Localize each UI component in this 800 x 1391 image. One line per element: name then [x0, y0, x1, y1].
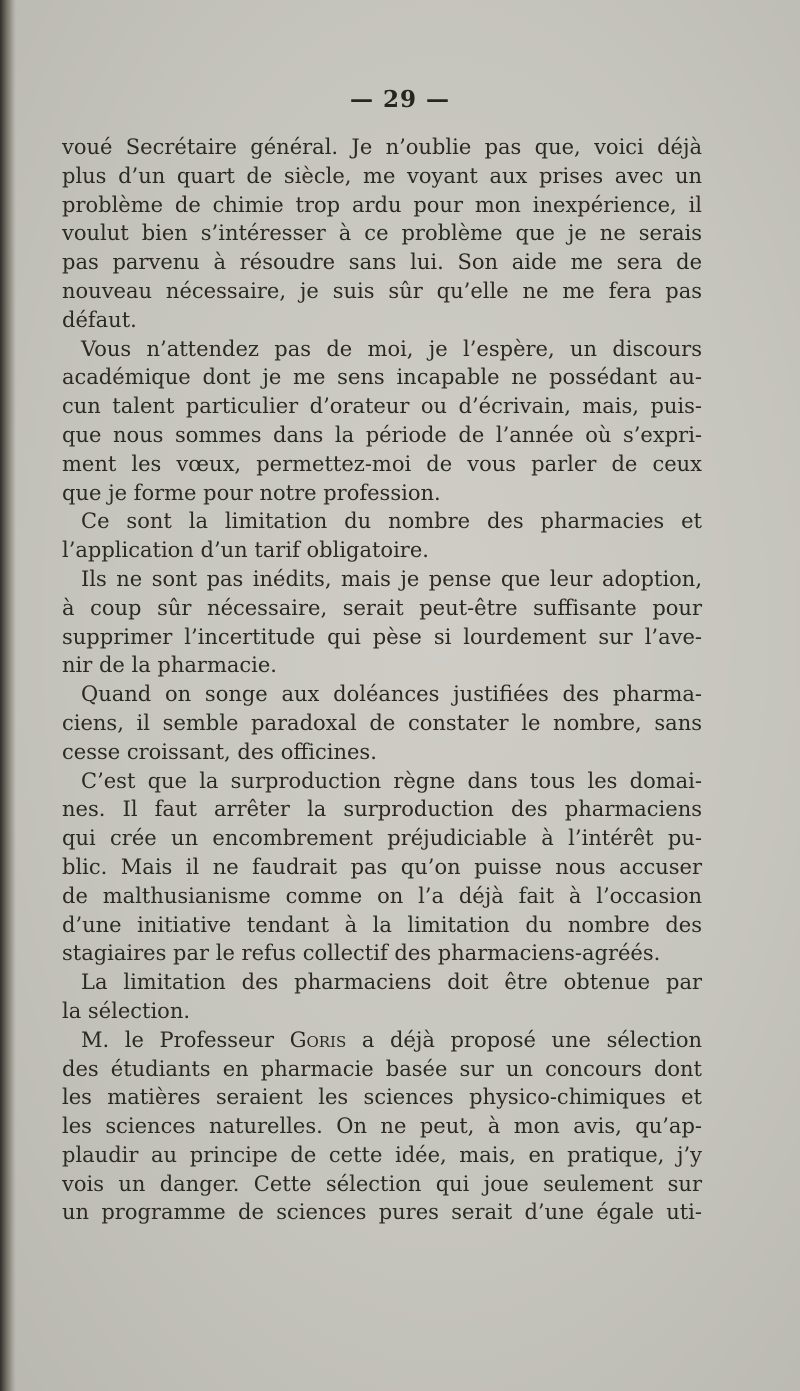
text-line: la sélection.	[62, 998, 191, 1023]
page-binding-edge	[0, 0, 16, 1391]
text-line: nir de la pharmacie.	[62, 653, 277, 678]
text-line: académique dont je me sens incapable ne possédant au-	[62, 365, 702, 390]
text-line: les matières seraient les sciences physico-chimiques et	[62, 1085, 702, 1110]
text-line: un programme de sciences pures serait d’une égale uti-	[62, 1200, 702, 1225]
text-line: voulut bien s’intéresser à ce problème que je ne serais	[62, 221, 702, 246]
text-line: nouveau nécessaire, je suis sûr qu’elle ne me fera pas	[62, 278, 702, 303]
text-segment: M. le Professeur	[81, 1027, 290, 1052]
text-line: Ce sont la limitation du nombre des pharmacies et	[81, 509, 702, 534]
text-line: stagiaires par le refus collectif des pharmaciens-agréés.	[62, 941, 661, 966]
text-line: ment les vœux, permettez-moi de vous parler de ceux	[62, 451, 702, 476]
text-line: Vous n’attendez pas de moi, je l’espère, un discours	[81, 336, 702, 361]
text-line: ciens, il semble paradoxal de constater le nombre, sans	[62, 710, 702, 735]
text-line: La limitation des pharmaciens doit être obtenue par	[81, 970, 702, 995]
text-line: pas parvenu à résoudre sans lui. Son aide me sera de	[62, 250, 702, 275]
text-line: l’application d’un tarif obligatoire.	[62, 538, 429, 563]
text-line: que je forme pour notre profession.	[62, 480, 441, 505]
text-line: à coup sûr nécessaire, serait peut-être suffisante pour	[62, 595, 702, 620]
text-line: que nous sommes dans la période de l’année où s’expri-	[62, 422, 702, 447]
text-line: problème de chimie trop ardu pour mon inexpérience, il	[62, 192, 702, 217]
text-line	[62, 1026, 702, 1055]
text-line: défaut.	[62, 307, 137, 332]
text-line: plaudir au principe de cette idée, mais, en pratique, j’y	[62, 1142, 702, 1167]
text-line: qui crée un encombrement préjudiciable à l’intérêt pu-	[62, 826, 702, 851]
text-segment: a déjà proposé une sélection	[346, 1027, 703, 1052]
text-line: blic. Mais il ne faudrait pas qu’on puisse nous accuser	[62, 854, 702, 879]
text-line: cesse croissant, des officines.	[62, 739, 377, 764]
text-line: les sciences naturelles. On ne peut, à mon avis, qu’ap-	[62, 1114, 702, 1139]
text-line: de malthusianisme comme on l’a déjà fait à l’occasion	[62, 883, 702, 908]
text-line: plus d’un quart de siècle, me voyant aux prises avec un	[62, 163, 702, 188]
body-text	[62, 133, 702, 1227]
text-line: des étudiants en pharmacie basée sur un concours dont	[62, 1056, 702, 1081]
text-line: d’une initiative tendant à la limitation du nombre des	[62, 912, 702, 937]
page-number: — 29 —	[349, 86, 451, 113]
text-line: vois un danger. Cette sélection qui joue seulement sur	[62, 1171, 702, 1196]
text-line: supprimer l’incertitude qui pèse si lourdement sur l’ave-	[62, 624, 702, 649]
text-line: nes. Il faut arrêter la surproduction des pharmaciens	[62, 797, 702, 822]
text-line: Ils ne sont pas inédits, mais je pense que leur adoption,	[81, 566, 702, 591]
author-name: Goris	[289, 1027, 347, 1052]
text-line: voué Secrétaire général. Je n’oublie pas que, voici déjà	[62, 135, 702, 159]
text-line: Quand on songe aux doléances justifiées des pharma-	[81, 682, 702, 707]
text-line: cun talent particulier d’orateur ou d’écrivain, mais, puis-	[62, 394, 702, 419]
text-line: C’est que la surproduction règne dans tous les domai-	[81, 768, 702, 793]
